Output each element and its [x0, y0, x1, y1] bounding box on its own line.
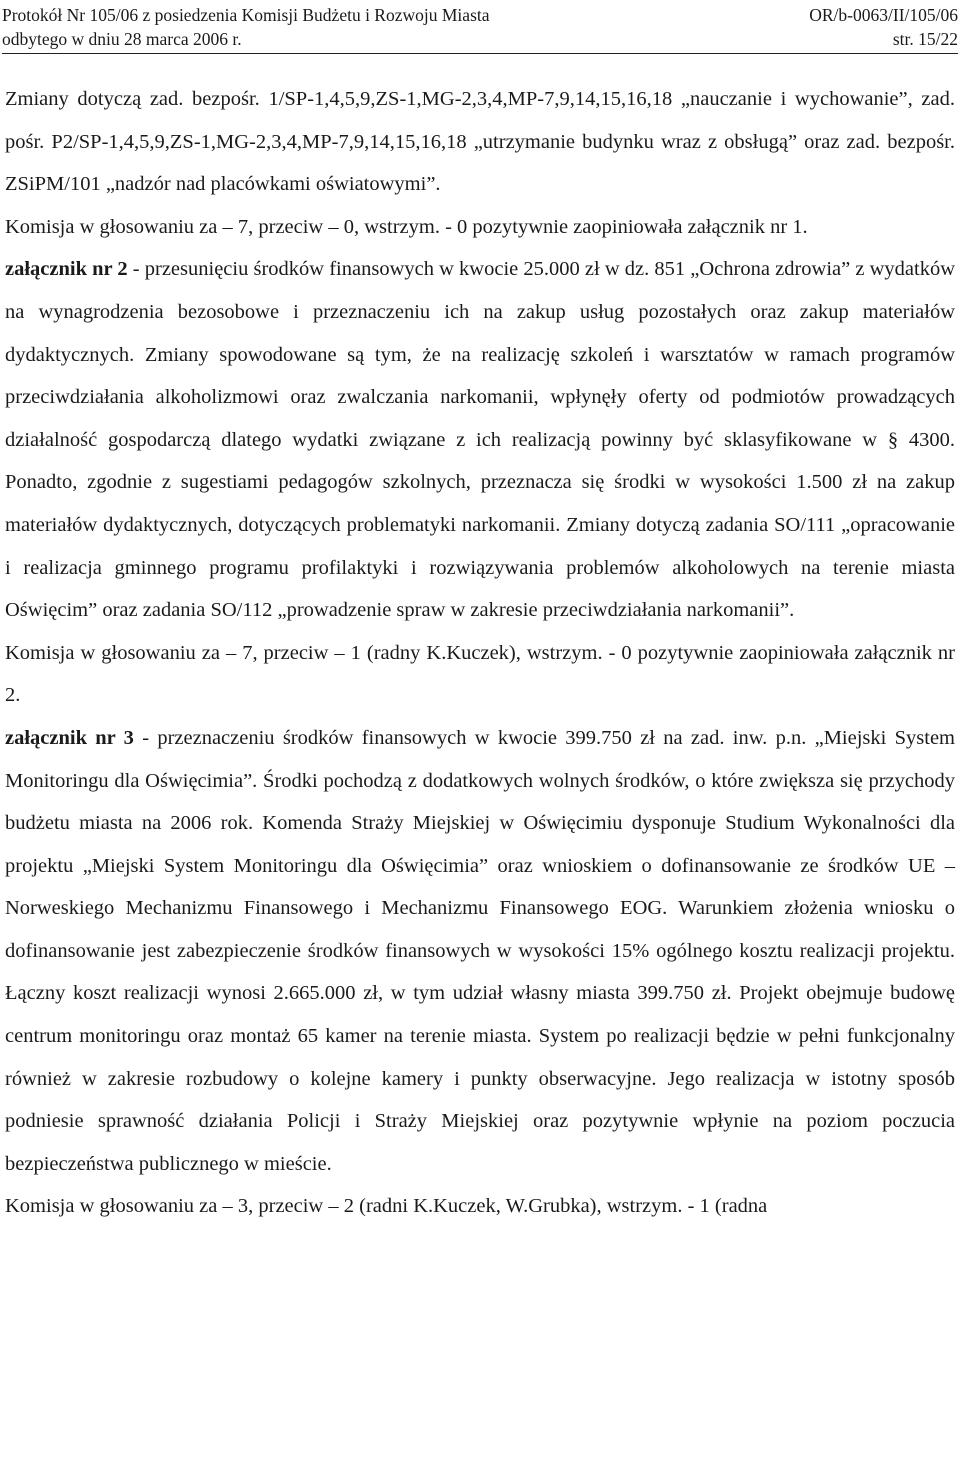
document-reference: OR/b-0063/II/105/06: [809, 5, 958, 25]
paragraph-vote-annex-1: [5, 206, 955, 249]
annex-heading: załącznik nr 2: [5, 258, 128, 281]
page-number: str. 15/22: [892, 29, 958, 49]
paragraph-changes-annex-1: [5, 78, 955, 206]
paragraph-text: Zmiany dotyczą zad. bezpośr. 1/SP-1,4,5,9,ZS-1,MG-2,3,4,MP-7,9,14,15,16,18 „nauczanie i wychowanie”, zad. pośr. P2/SP-1,4,5,9,ZS-1,MG-2,3,4,MP-7,9,14,15,16,18 „utrzymanie budynku wraz z obsługą” oraz zad. bezpośr. ZSiPM/101 „nadzór nad placówkami oświatowymi”.: [5, 88, 955, 196]
paragraph-annex-3: [5, 717, 955, 1186]
paragraph-text: - przeznaczeniu środków finansowych w kwocie 399.750 zł na zad. inw. p.n. „Miejski System Monitoringu dla Oświęcimia”. Środki pochodzą z dodatkowych wolnych środków, o które zwiększa się przychody budżetu miasta na 2006 rok. Komenda Straży Miejskiej w Oświęcimiu dysponuje Studium Wykonalności dla projektu „Miejski System Monitoringu dla Oświęcimia” oraz wnioskiem o dofinansowanie ze środków UE – Norweskiego Mechanizmu Finansowego i Mechanizmu Finansowego EOG. Warunkiem złożenia wniosku o dofinansowanie jest zabezpieczenie środków finansowych w wysokości 15% ogólnego kosztu realizacji projektu. Łączny koszt realizacji wynosi 2.665.000 zł, w tym udział własny miasta 399.750 zł. Projekt obejmuje budowę centrum monitoringu oraz montaż 65 kamer na terenie miasta. System po realizacji będzie w pełni funkcjonalny również w zakresie rozbudowy o kolejne kamery i punkty obserwacyjne. Jego realizacja w istotny sposób podniesie sprawność działania Policji i Straży Miejskiej oraz pozytywnie wpłynie na poziom poczucia bezpieczeństwa publicznego w mieście.: [5, 726, 955, 1175]
page-header: [2, 3, 958, 54]
paragraph-text: Komisja w głosowaniu za – 7, przeciw – 1 (radny K.Kuczek), wstrzym. - 0 pozytywnie zaopiniowała załącznik nr 2.: [5, 641, 955, 707]
meeting-date: odbytego w dniu 28 marca 2006 r.: [2, 29, 242, 49]
header-row-top: [2, 3, 958, 27]
paragraph-annex-2: [5, 248, 955, 631]
paragraph-vote-annex-2: [5, 632, 955, 717]
paragraph-text: Komisja w głosowaniu za – 7, przeciw – 0, wstrzym. - 0 pozytywnie zaopiniowała załącznik nr 1.: [5, 215, 808, 238]
document-body: [5, 78, 955, 1228]
header-row-bottom: [2, 27, 958, 51]
paragraph-text: Komisja w głosowaniu za – 3, przeciw – 2 (radni K.Kuczek, W.Grubka), wstrzym. - 1 (radna: [5, 1195, 768, 1218]
annex-heading: załącznik nr 3: [5, 726, 134, 749]
paragraph-text: - przesunięciu środków finansowych w kwocie 25.000 zł w dz. 851 „Ochrona zdrowia” z wydatków na wynagrodzenia bezosobowe i przeznaczeniu ich na zakup usług pozostałych oraz zakup materiałów dydaktycznych. Zmiany spowodowane są tym, że na realizację szkoleń i warsztatów w ramach programów przeciwdziałania alkoholizmowi oraz zwalczania narkomanii, wpłynęły oferty od podmiotów prowadzących działalność gospodarczą dlatego wydatki związane z ich realizacją powinny być sklasyfikowane w § 4300. Ponadto, zgodnie z sugestiami pedagogów szkolnych, przeznacza się środki w wysokości 1.500 zł na zakup materiałów dydaktycznych, dotyczących problematyki narkomanii. Zmiany dotyczą zadania SO/111 „opracowanie i realizacja gminnego programu profilaktyki i rozwiązywania problemów alkoholowych na terenie miasta Oświęcim” oraz zadania SO/112 „prowadzenie spraw w zakresie przeciwdziałania narkomanii”.: [5, 258, 955, 622]
paragraph-vote-annex-3: [5, 1185, 955, 1228]
document-title: Protokół Nr 105/06 z posiedzenia Komisji Budżetu i Rozwoju Miasta: [2, 5, 490, 25]
